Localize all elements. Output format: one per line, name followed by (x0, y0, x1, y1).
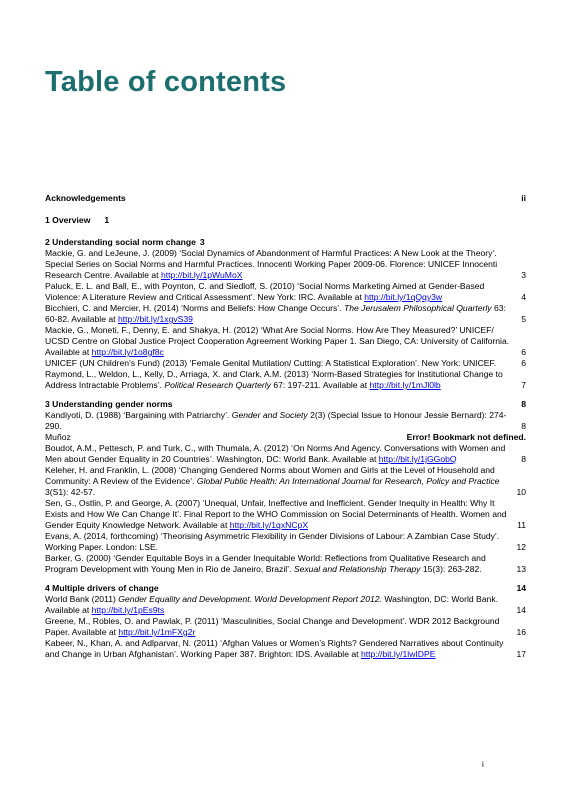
entry-link[interactable]: http://bit.ly/1o8gf8c (91, 347, 164, 357)
entry-page-number: 4 (521, 292, 526, 302)
entry-page-number: 11 (517, 520, 526, 530)
footer-page-number: i (482, 760, 484, 769)
entry-page-number: 5 (521, 314, 526, 324)
error-entry-name: Muñoz (45, 432, 71, 442)
entry-publication: Political Research Quarterly (164, 380, 271, 390)
heading-label: 1 Overview (45, 215, 91, 225)
entry-link[interactable]: http://bit.ly/1xgvS39 (117, 314, 193, 324)
entry-page-number: 7 (521, 380, 526, 390)
section-3-entries-b (45, 443, 526, 575)
toc-entry[interactable] (45, 248, 526, 281)
entry-text: World Bank (2011) (45, 594, 119, 604)
heading-page: 1 (104, 215, 110, 225)
entry-page-number: 13 (516, 564, 526, 574)
entry-page-number: 17 (516, 649, 526, 659)
heading-page: 3 (199, 237, 205, 247)
entry-page-number: 12 (516, 542, 526, 552)
toc-entry[interactable] (45, 369, 526, 391)
entry-publication: Sexual and Relationship Therapy (293, 564, 421, 574)
entry-link[interactable]: http://bit.ly/1lwIDPE (360, 649, 436, 659)
heading-page: ii (521, 193, 526, 203)
entry-publication: Gender Equality and Development. World Development Report 2012. (118, 594, 382, 604)
toc-heading-overview[interactable] (45, 215, 526, 226)
toc-heading-section-3[interactable] (45, 399, 526, 410)
entry-text: Evans, A. (2014, forthcoming) ‘Theorising Asymmetric Flexibility in Gender Divisions of Labour: A Zambian Case Study’. Working Paper. London: LSE. (45, 531, 500, 552)
entry-text: Mackie, G., Moneti, F., Denny, E. and Shakya, H. (2012) ‘What Are Social Norms. How Are They Measured?’ UNICEF/ UCSD Centre on Global Justice Project Cooperation Agreement Working Paper 1. San Diego, CA: University of California. Available at (45, 325, 510, 357)
entry-text: Kabeer, N., Khan, A. and Adlparvar, N. (2011) ‘Afghan Values or Women’s Rights? Gendered Narratives about Continuity and Change in Urban Afghanistan’. Working Paper 387. Brighton: IDS. Available at (45, 638, 504, 659)
entry-text: 67: 197-211. Available at (270, 380, 370, 390)
toc-entry[interactable] (45, 303, 526, 325)
heading-label: Acknowledgements (45, 193, 126, 203)
toc-entry[interactable] (45, 531, 526, 553)
toc-entry[interactable] (45, 638, 526, 660)
toc-entry[interactable] (45, 410, 526, 432)
toc-entry[interactable] (45, 465, 526, 498)
toc-heading-section-2[interactable] (45, 237, 526, 248)
heading-page: 14 (516, 583, 526, 593)
entry-text: Mackie, G. and LeJeune, J. (2009) ‘Social Dynamics of Abandonment of Harmful Practices: A New Look at the Theory’. Special Series on Social Norms and Harmful Practices. Innocenti Working Paper 2009-06. Florence: UNICEF Innocenti Research Centre. Available at (45, 248, 498, 280)
heading-page: 8 (521, 399, 526, 409)
entry-page-number: 3 (521, 270, 526, 280)
entry-page-number: 8 (521, 454, 526, 464)
entry-publication: Global Public Health: An International Journal for Research, Policy and Practice (196, 476, 500, 486)
toc-entry[interactable] (45, 325, 526, 358)
toc-entry[interactable] (45, 443, 526, 465)
entry-text: Keleher, H. and Franklin, L. (2008) ‘Changing Gendered Norms about Women and Girls at the Level of Household and Community: A Review of the Evidence’. (45, 465, 495, 486)
entry-link[interactable]: http://bit.ly/1pEs9ts (91, 605, 165, 615)
entry-text: 63: 60-82. Available at (45, 303, 506, 324)
entry-text: 2(3) (Special Issue to Honour Jessie Bernard): 274-290. (45, 410, 507, 431)
entry-text: 3(S1): 42-57. (45, 487, 96, 497)
entry-text: Greene, M., Robles, O. and Pawlak, P. (2011) ‘Masculinities, Social Change and Development’. WDR 2012 Background Paper. Available at (45, 616, 500, 637)
section-4-entries (45, 594, 526, 660)
entry-publication: Gender and Society (231, 410, 308, 420)
page-title: Table of contents (45, 66, 287, 98)
table-of-contents (45, 193, 526, 660)
heading-label: 4 Multiple drivers of change (45, 583, 159, 593)
section-3-entries-a (45, 410, 526, 432)
entry-text: 15(3): 263-282. (420, 564, 482, 574)
toc-entry[interactable] (45, 358, 526, 369)
heading-label: 3 Understanding gender norms (45, 399, 173, 409)
toc-error-row[interactable] (45, 432, 526, 443)
entry-text: Washington, DC: World Bank. Available at (45, 594, 498, 615)
toc-heading-section-4[interactable] (45, 583, 526, 594)
toc-entry[interactable] (45, 553, 526, 575)
entry-page-number: 8 (521, 421, 526, 431)
entry-text: Raymond, L., Weldon, L., Kelly, D., Arriaga, X. and Clark, A.M. (2013) ‘Norm-Based Strategies for Institutional Change to Address Intractable Problems’. (45, 369, 503, 390)
entry-link[interactable]: http://bit.ly/1mFXg2r (118, 627, 196, 637)
bookmark-error-text: Error! Bookmark not defined. (406, 432, 526, 442)
entry-text: Sen, G., Ostlin, P. and George, A. (2007) ‘Unequal, Unfair, Ineffective and Inefficient. Gender Inequity in Health: Why It Exists and How We Can Change It’. Final Report to the WHO Commission on Social Determinants of Health. Women and Gender Equity Knowledge Network. Available at (45, 498, 507, 530)
toc-entry[interactable] (45, 594, 526, 616)
toc-heading-acknowledgements[interactable] (45, 193, 526, 204)
entry-publication: The Jerusalem Philosophical Quarterly (343, 303, 492, 313)
heading-label: 2 Understanding social norm change (45, 237, 196, 247)
entry-text: Bicchieri, C. and Mercier, H. (2014) ‘Norms and Beliefs: How Change Occurs’. (45, 303, 344, 313)
section-2-entries (45, 248, 526, 391)
entry-text: UNICEF (UN Children’s Fund) (2013) ‘Female Genital Mutilation/ Cutting: A Statistical Exploration’. New York: UNICEF. (45, 358, 497, 368)
toc-entry[interactable] (45, 281, 526, 303)
entry-page-number: 16 (516, 627, 526, 637)
entry-link[interactable]: http://bit.ly/1mJl0lb (369, 380, 441, 390)
entry-text: Boudot, A.M., Pettesch, P. and Turk, C., with Thumala, A. (2012) ‘On Norms And Agency. Conversations with Women and Men about Gender Equality in 20 Countries’. Washington, DC: World Bank. Available at (45, 443, 506, 464)
entry-link[interactable]: http://bit.ly/1jGGobQ (378, 454, 457, 464)
toc-entry[interactable] (45, 616, 526, 638)
entry-text: Barker, G. (2000) ‘Gender Equitable Boys in a Gender Inequitable World: Reflections from Qualitative Research and Program Development with Young Men in Rio de Janeiro, Brazil’. (45, 553, 486, 574)
entry-link[interactable]: http://bit.ly/1qxNCpX (229, 520, 309, 530)
entry-page-number: 6 (521, 358, 526, 368)
entry-link[interactable]: http://bit.ly/1qQqy3w (364, 292, 443, 302)
entry-link[interactable]: http://bit.ly/1pWuMoX (160, 270, 243, 280)
toc-entry[interactable] (45, 498, 526, 531)
entry-text: Paluck, E. L. and Ball, E., with Poynton, C. and Siedloff, S. (2010) ‘Social Norms Marketing Aimed at Gender-Based Violence: A Literature Review and Critical Assessment’. New York: IRC. Available at (45, 281, 485, 302)
entry-page-number: 10 (516, 487, 526, 497)
entry-page-number: 14 (516, 605, 526, 615)
entry-page-number: 6 (521, 347, 526, 357)
entry-text: Kandiyoti, D. (1988) ‘Bargaining with Patriarchy’. (45, 410, 232, 420)
